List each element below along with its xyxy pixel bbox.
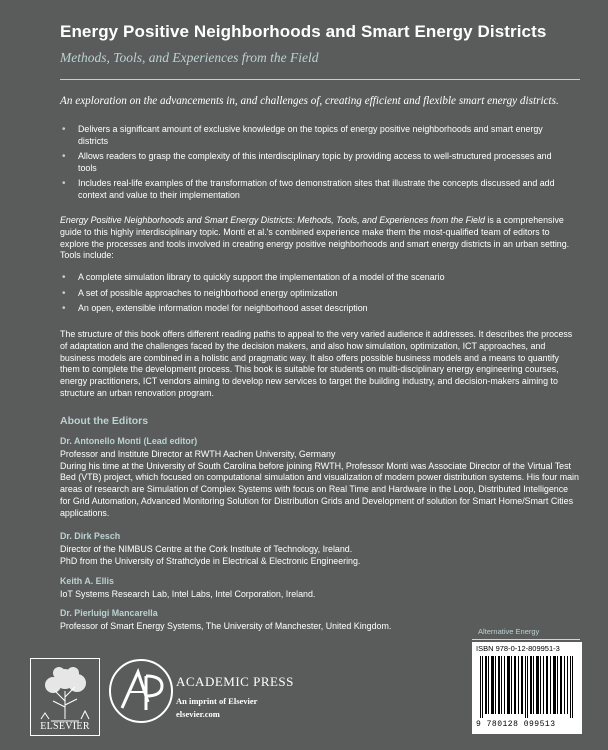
isbn-text: ISBN 978-0-12-809951-3 <box>476 644 560 653</box>
structure-paragraph: The structure of this book offers different reading paths to appeal to the very varied audience it addresses. It describes the process of adaptation and the challenges faced by the decision makers, and also how simulation, optimization, ICT approaches, and business models are combined in a holistic and pragmatic way. It also offers possible business models and a means to quantify them to complete the development process. This book is suitable for students on multi-disciplinary energy engineering courses, energy practitioners, ICT vendors aiming to develop new services to target the building industry, and decision-makers aiming to structure an urban renovation program. <box>60 329 573 398</box>
editor-entry <box>60 576 580 601</box>
elsevier-wordmark: ELSEVIER <box>40 721 90 732</box>
academic-press-logo-icon <box>108 658 174 724</box>
list-item: • A complete simulation library to quickly support the implementation of a model of the scenario <box>60 272 560 284</box>
editor-name: Dr. Antonello Monti (Lead editor) <box>60 436 198 446</box>
description-text: is a comprehensive guide to this highly interdisciplinary topic. Monti et al.'s combined experience make them the most-qualified team of editors to explore the processes and tools involved in creating energy positive neighborhoods and smart energy districts in an urban setting. Tools include: <box>60 215 570 261</box>
elsevier-logo <box>30 658 100 736</box>
editor-line: Professor of Smart Energy Systems, The University of Manchester, United Kingdom. <box>60 620 392 631</box>
list-item: • Delivers a significant amount of exclusive knowledge on the topics of energy positive neighborhoods and smart energy districts <box>60 124 560 147</box>
editor-entry <box>60 531 580 567</box>
editor-name: Keith A. Ellis <box>60 576 114 586</box>
description-paragraph <box>60 215 580 262</box>
publisher-imprint: An imprint of Elsevier <box>176 696 258 706</box>
page-subtitle: Methods, Tools, and Experiences from the Field <box>60 50 319 65</box>
editor-entry <box>60 436 580 520</box>
tree-icon <box>31 661 99 723</box>
tools-list <box>60 272 560 319</box>
editor-line: Director of the NIMBUS Centre at the Cork Institute of Technology, Ireland. <box>60 543 353 554</box>
book-title-italic: Energy Positive Neighborhoods and Smart Energy Districts: Methods, Tools, and Experiences from the Field <box>60 215 485 225</box>
title-divider <box>60 79 580 80</box>
editors-heading: About the Editors <box>60 415 149 427</box>
barcode-icon <box>480 656 574 718</box>
editor-line: During his time at the University of South Carolina before joining RWTH, Professor Monti was Associate Director of the Virtual Test Bed (VTB) project, which focused on computational simulation and visualization of modern power distribution systems. His four main areas of research are Simulation of Complex Systems with focus on Real Time and Hardware in the Loop, Distributed Intelligence for Grid Automation, Advanced Monitoring Solution for Distribution Grids and Development of solution for Smart Home/Smart Cities applications. <box>60 460 579 518</box>
list-item: • An open, extensible information model for neighborhood asset description <box>60 303 560 315</box>
list-item: • A set of possible approaches to neighborhood energy optimization <box>60 288 560 300</box>
editor-line: Professor and Institute Director at RWTH Aachen University, Germany <box>60 448 336 459</box>
category-divider <box>472 639 580 640</box>
publisher-name: ACADEMIC PRESS <box>176 674 294 689</box>
barcode-number: 9 780128 099513 <box>476 720 556 729</box>
editor-line: PhD from the University of Strathclyde in Electrical & Electronic Engineering. <box>60 555 361 566</box>
editor-line: IoT Systems Research Lab, Intel Labs, Intel Corporation, Ireland. <box>60 588 316 599</box>
editor-name: Dr. Pierluigi Mancarella <box>60 608 158 618</box>
list-item: • Includes real-life examples of the transformation of two demonstration sites that illustrate the concepts discussed and add context and value to their implementation <box>60 178 560 201</box>
publisher-url: elsevier.com <box>176 709 220 719</box>
page-title: Energy Positive Neighborhoods and Smart Energy Districts <box>60 22 547 41</box>
editor-name: Dr. Dirk Pesch <box>60 531 121 541</box>
feature-list <box>60 124 560 206</box>
category-label: Alternative Energy <box>478 627 540 636</box>
list-item: • Allows readers to grasp the complexity of this interdisciplinary topic by providing access to well-structured processes and tools <box>60 151 560 174</box>
barcode-box <box>472 642 582 734</box>
intro-text: An exploration on the advancements in, and challenges of, creating efficient and flexible smart energy districts. <box>60 95 559 107</box>
